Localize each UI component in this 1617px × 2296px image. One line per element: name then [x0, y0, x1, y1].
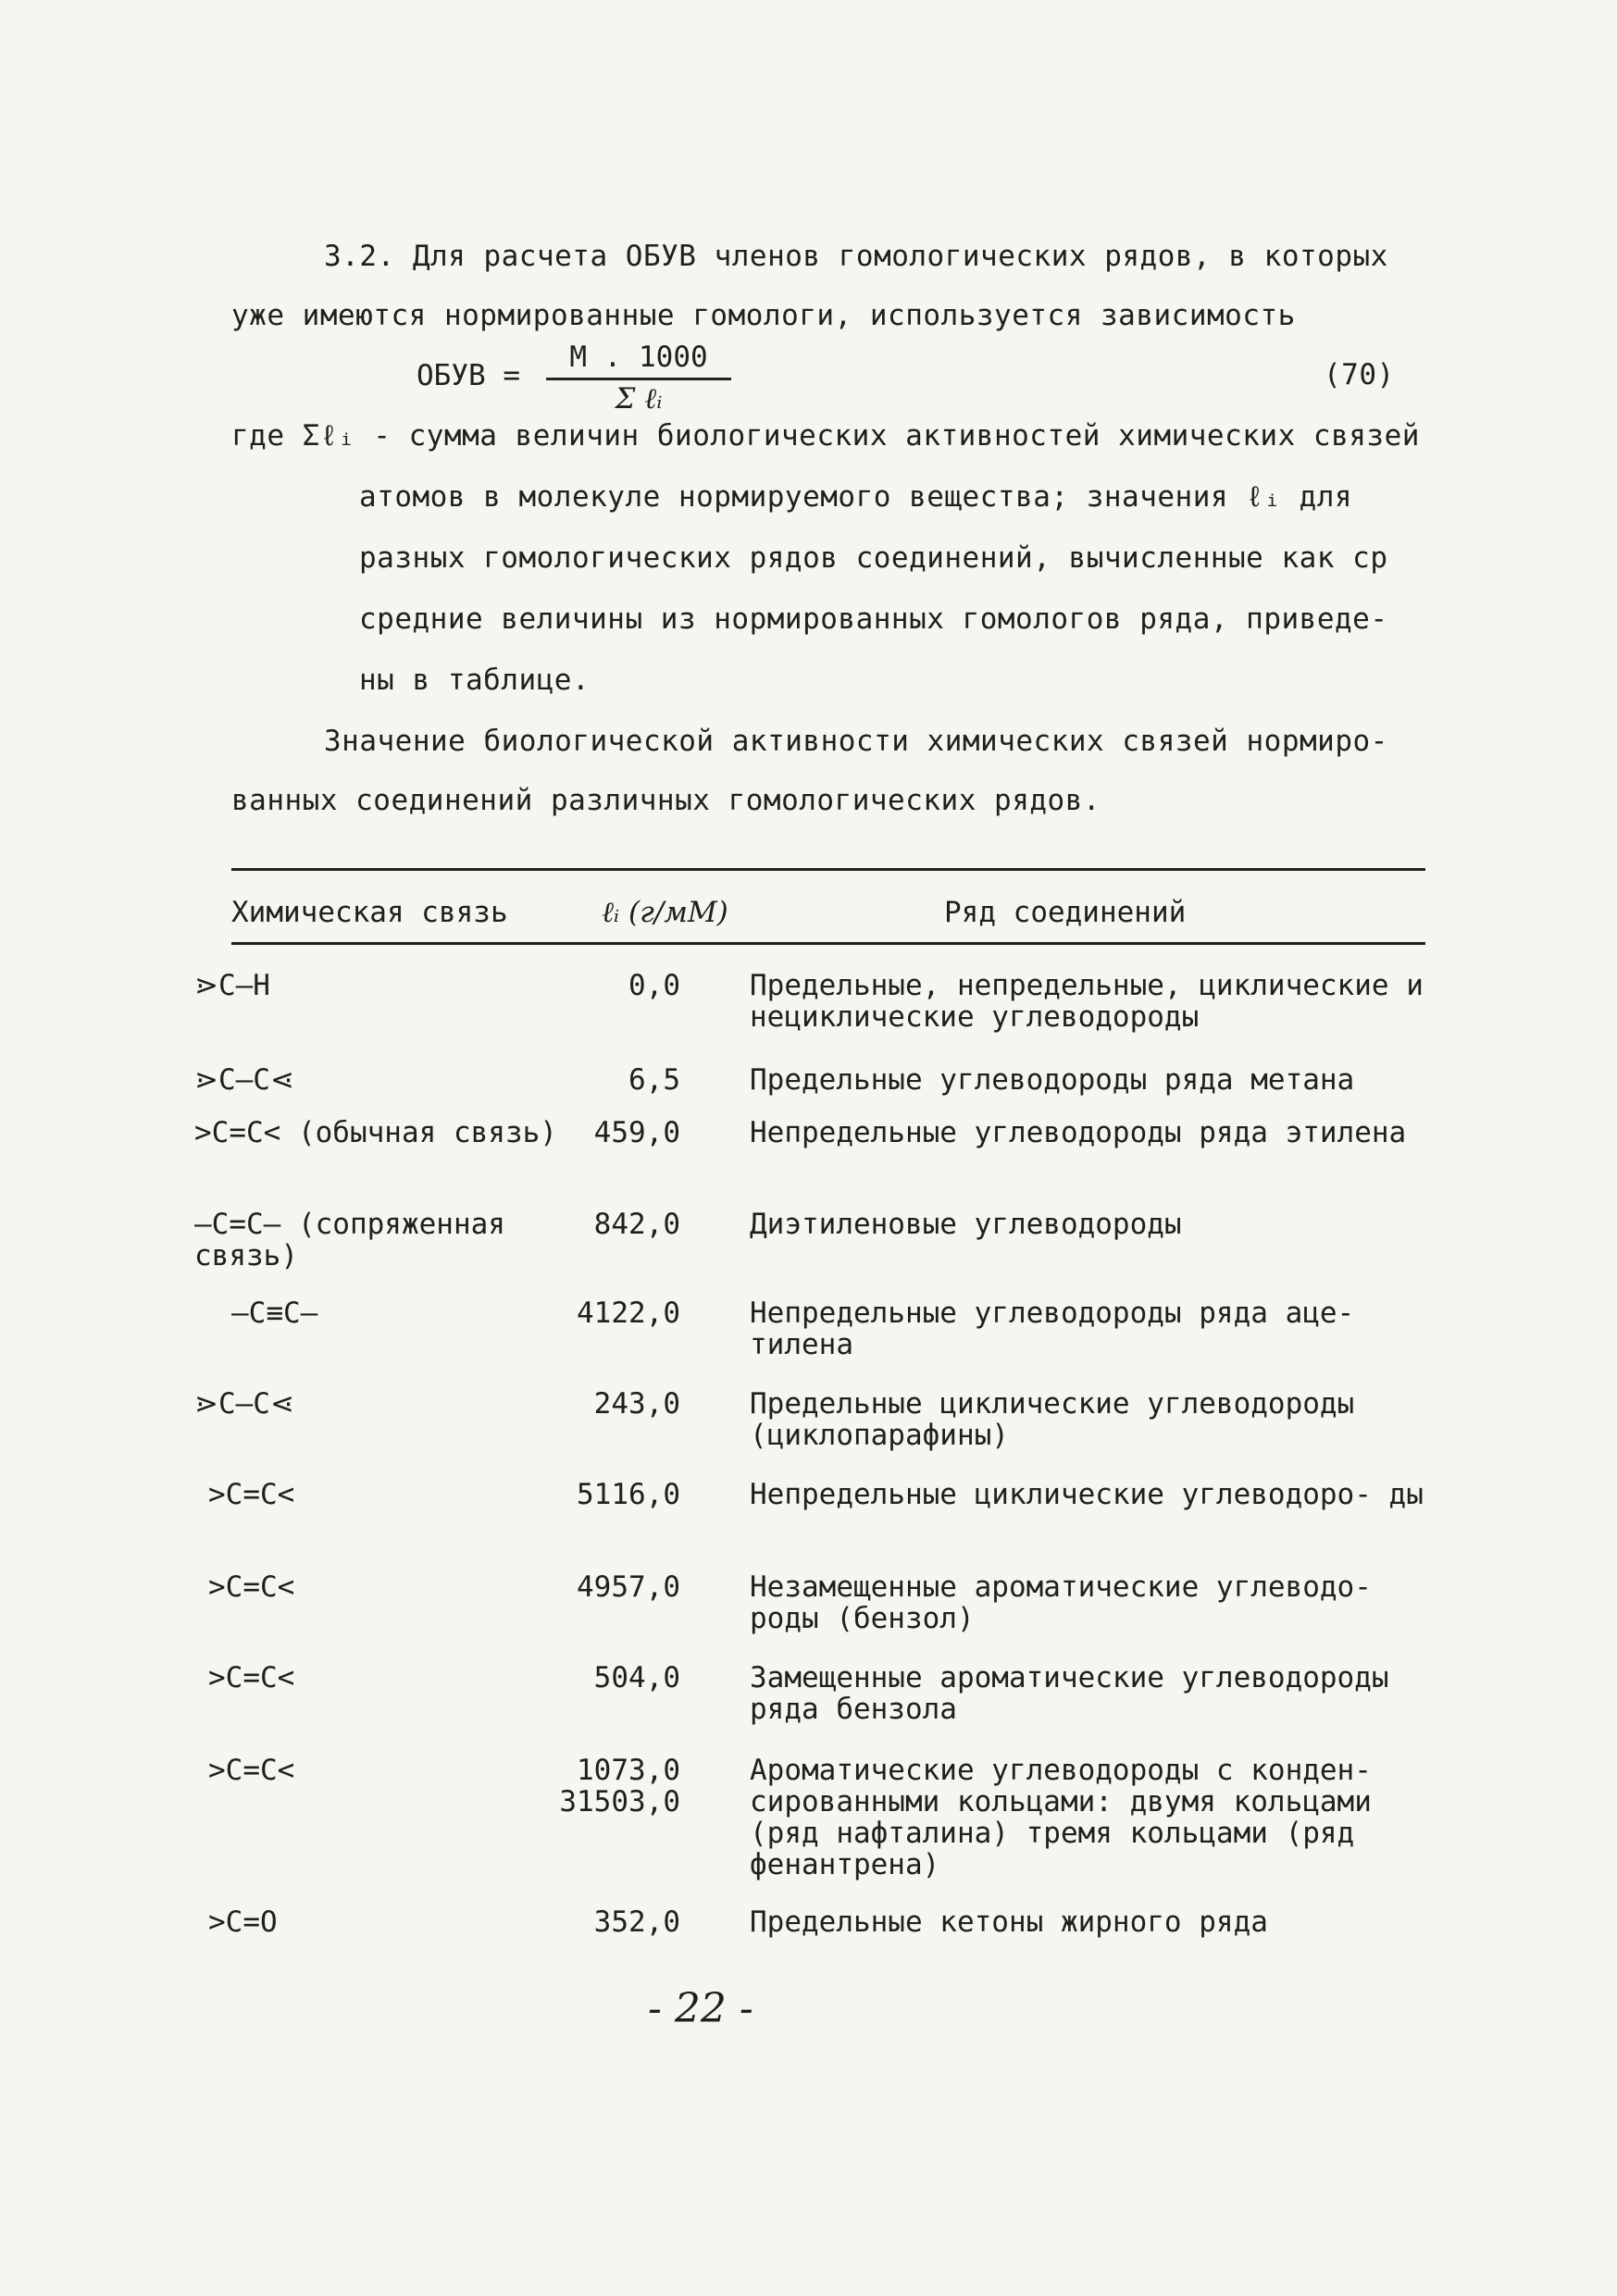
table-cell-value: 243,0	[593, 1387, 680, 1421]
table-header-rule	[231, 942, 1425, 945]
table-cell-value: 504,0	[593, 1661, 680, 1694]
table-cell-value: 459,0	[593, 1116, 680, 1149]
formula-fraction	[546, 341, 731, 416]
where-line: где Σℓᵢ - сумма величин биологических активностей химических связей	[231, 419, 1420, 453]
where-line: атомов в молекуле нормируемого вещества; значения ℓᵢ для	[359, 480, 1353, 514]
table-cell-series: Непредельные углеводороды ряда этилена	[750, 1116, 1407, 1149]
caption-line: Значение биологической активности химических связей нормиро-	[324, 725, 1388, 758]
table-cell-bond: –C≡C–	[231, 1297, 318, 1330]
formula-lhs: ОБУВ =	[417, 359, 520, 392]
where-line: разных гомологических рядов соединений, вычисленные как ср	[359, 541, 1388, 575]
caption-line: ванных соединений различных гомологических рядов.	[231, 784, 1101, 817]
table-cell-series: Предельные циклические углеводороды (циклопарафины)	[750, 1387, 1355, 1452]
header-bond: Химическая связь	[231, 896, 508, 929]
where-line: средние величины из нормированных гомологов ряда, приведе-	[359, 602, 1388, 636]
table-cell-value: 6,5	[628, 1063, 680, 1097]
table-cell-value: 4122,0	[577, 1297, 680, 1330]
table-cell-value: 352,0	[593, 1905, 680, 1939]
table-cell-series: Предельные, непредельные, циклические и нециклические углеводороды	[750, 969, 1424, 1034]
table-cell-bond: –C=C– (сопряженная связь)	[194, 1208, 505, 1272]
table-cell-value: 0,0	[628, 969, 680, 1002]
formula-denominator: Σ ℓᵢ	[615, 382, 663, 416]
table-cell-value: 842,0	[593, 1208, 680, 1241]
table-cell-bond: ⋗C–C⋖	[194, 1387, 294, 1421]
paragraph-line: 3.2. Для расчета ОБУВ членов гомологических рядов, в которых	[324, 240, 1388, 273]
table-cell-series: Непредельные углеводороды ряда аце- тилена	[750, 1297, 1355, 1361]
formula-numerator: М . 1000	[546, 341, 731, 380]
table-cell-bond: >C=O	[208, 1905, 278, 1939]
table-cell-series: Предельные углеводороды ряда метана	[750, 1063, 1355, 1097]
table-cell-series: Диэтиленовые углеводороды	[750, 1208, 1182, 1241]
table-cell-bond: >C=C<	[208, 1661, 295, 1694]
table-cell-value: 5116,0	[577, 1478, 680, 1511]
page-number: - 22 -	[648, 1985, 753, 2032]
table-cell-series: Ароматические углеводороды с конден- сированными кольцами: двумя кольцами (ряд нафталина) тремя кольцами (ряд фенантрена)	[750, 1754, 1372, 1881]
table-cell-series: Замещенные ароматические углеводороды ряда бензола	[750, 1661, 1389, 1726]
table-cell-series: Непредельные циклические углеводоро- ды	[750, 1478, 1424, 1511]
where-line: ны в таблице.	[359, 664, 591, 697]
table-top-rule	[231, 868, 1425, 871]
table-cell-series: Незамещенные ароматические углеводо- роды (бензол)	[750, 1570, 1372, 1635]
table-cell-bond: ⋗C–H	[194, 969, 270, 1002]
header-series: Ряд соединений	[944, 896, 1187, 929]
table-cell-value: 1073,0 31503,0	[559, 1754, 680, 1818]
table-cell-series: Предельные кетоны жирного ряда	[750, 1905, 1268, 1939]
table-cell-bond: >C=C< (обычная связь)	[194, 1116, 557, 1149]
paragraph-line: уже имеются нормированные гомологи, используется зависимость	[231, 299, 1296, 332]
formula-number: (70)	[1324, 358, 1395, 391]
table-cell-bond: ⋗C–C⋖	[194, 1063, 294, 1097]
header-value: ℓᵢ (г/мМ)	[602, 896, 728, 929]
table-cell-bond: >C=C<	[208, 1478, 295, 1511]
table-cell-bond: >C=C<	[208, 1754, 295, 1787]
table-cell-bond: >C=C<	[208, 1570, 295, 1604]
table-cell-value: 4957,0	[577, 1570, 680, 1604]
